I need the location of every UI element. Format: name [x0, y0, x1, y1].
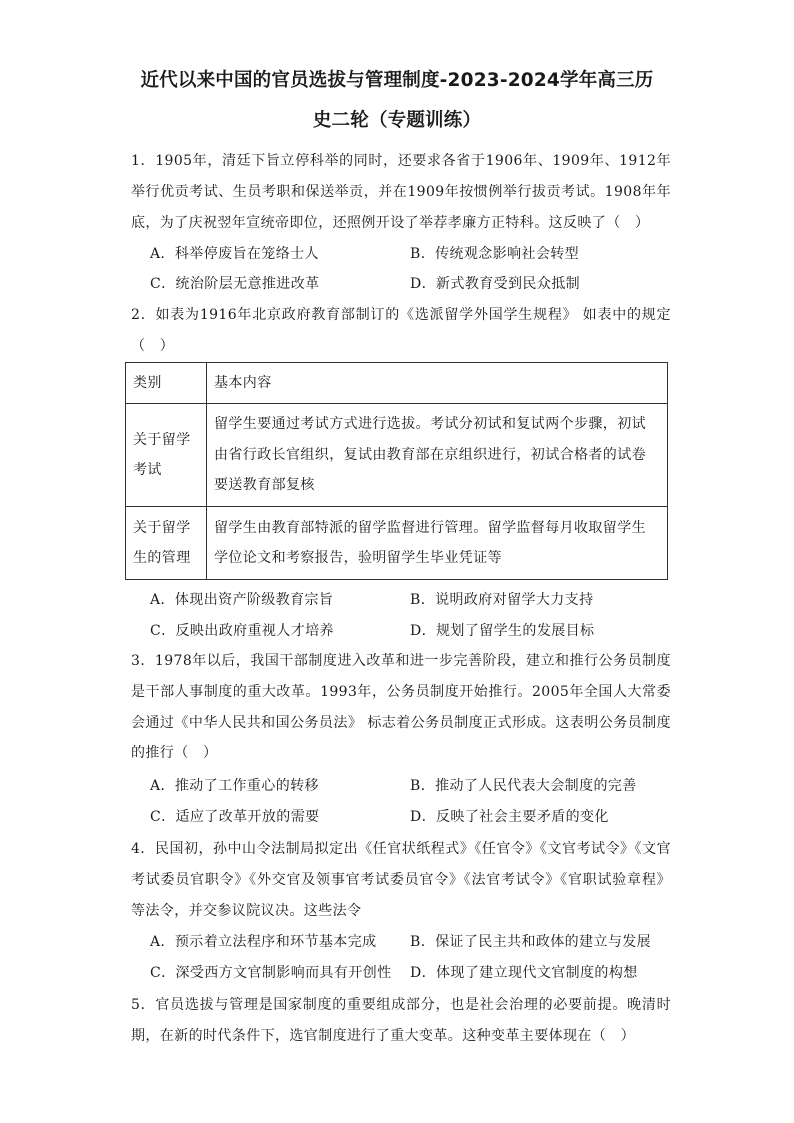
question-1-option-d[interactable]: D．新式教育受到民众抵制: [410, 276, 581, 292]
table-header-category: 类别: [126, 363, 207, 404]
question-2-option-b[interactable]: B．说明政府对留学大力支持: [410, 592, 594, 608]
document-title-line1: 近代以来中国的官员选拔与管理制度-2023-2024学年高三历: [140, 70, 654, 91]
question-4-option-d[interactable]: D．体现了建立现代文官制度的构想: [410, 965, 638, 981]
question-3-option-c[interactable]: C．适应了改革开放的需要: [150, 809, 320, 825]
question-4-option-c[interactable]: C．深受西方文官制影响而具有开创性: [150, 965, 392, 981]
table-cell-category: 关于留学生的管理: [126, 507, 207, 580]
question-4-stem: 4．民国初，孙中山令法制局拟定出《任官状纸程式》《任官令》《文官考试令》《文官考试委员官职令》《外交官及领事官考试委员官令》《法官考试令》《官职试验章程》等法令，并交参议院议决。这些法令: [131, 841, 671, 919]
question-5-stem: 5．官员选拔与管理是国家制度的重要组成部分，也是社会治理的必要前提。晚清时期，在新的时代条件下，选官制度进行了重大变革。这种变革主要体现在（ ）: [131, 997, 671, 1044]
table-cell-content: 留学生由教育部特派的留学监督进行管理。留学监督每月收取留学生学位论文和考察报告，验明留学生毕业凭证等: [207, 507, 668, 580]
question-2-stem: 2．如表为1916年北京政府教育部制订的《选派留学外国学生规程》 如表中的规定（ ）: [131, 307, 671, 354]
document-title-line2: 史二轮（专题训练）: [312, 110, 482, 131]
question-2-option-d[interactable]: D．规划了留学生的发展目标: [410, 623, 595, 639]
question-3-stem: 3．1978年以后，我国干部制度进入改革和进一步完善阶段，建立和推行公务员制度是干部人事制度的重大改革。1993年，公务员制度开始推行。2005年全国人大常委会通过《中华人民共和国公务员法》 标志着公务员制度正式形成。这表明公务员制度的推行（ ）: [131, 653, 671, 762]
question-2-option-a[interactable]: A．体现出资产阶级教育宗旨: [150, 592, 334, 608]
question-1-option-a[interactable]: A．科举停废旨在笼络士人: [150, 246, 319, 262]
table-header-row: [126, 363, 668, 404]
question-2-option-c[interactable]: C．反映出政府重视人才培养: [150, 623, 334, 639]
question-3-option-a[interactable]: A．推动了工作重心的转移: [150, 778, 319, 794]
question-1-stem: 1．1905年，清廷下旨立停科举的同时，还要求各省于1906年、1909年、1912年举行优贡考试、生员考职和保送举贡，并在1909年按惯例举行拔贡考试。1908年年底，为了庆祝翌年宣统帝即位，还照例开设了举荐孝廉方正特科。这反映了（ ）: [131, 153, 671, 231]
question-3-option-b[interactable]: B．推动了人民代表大会制度的完善: [410, 778, 637, 794]
question-4-option-b[interactable]: B．保证了民主共和政体的建立与发展: [410, 934, 652, 950]
table-row: [126, 404, 668, 507]
table-header-content: 基本内容: [207, 363, 668, 404]
question-4-option-a[interactable]: A．预示着立法程序和环节基本完成: [150, 934, 377, 950]
question-1-option-b[interactable]: B．传统观念影响社会转型: [410, 246, 580, 262]
question-2-table: [125, 362, 668, 580]
table-cell-content: 留学生要通过考试方式进行选拔。考试分初试和复试两个步骤，初试由省行政长官组织，复试由教育部在京组织进行，初试合格者的试卷要送教育部复核: [207, 404, 668, 507]
table-cell-category: 关于留学考试: [126, 404, 207, 507]
question-3-option-d[interactable]: D．反映了社会主要矛盾的变化: [410, 809, 609, 825]
question-1-option-c[interactable]: C．统治阶层无意推进改革: [150, 276, 320, 292]
table-row: [126, 507, 668, 580]
